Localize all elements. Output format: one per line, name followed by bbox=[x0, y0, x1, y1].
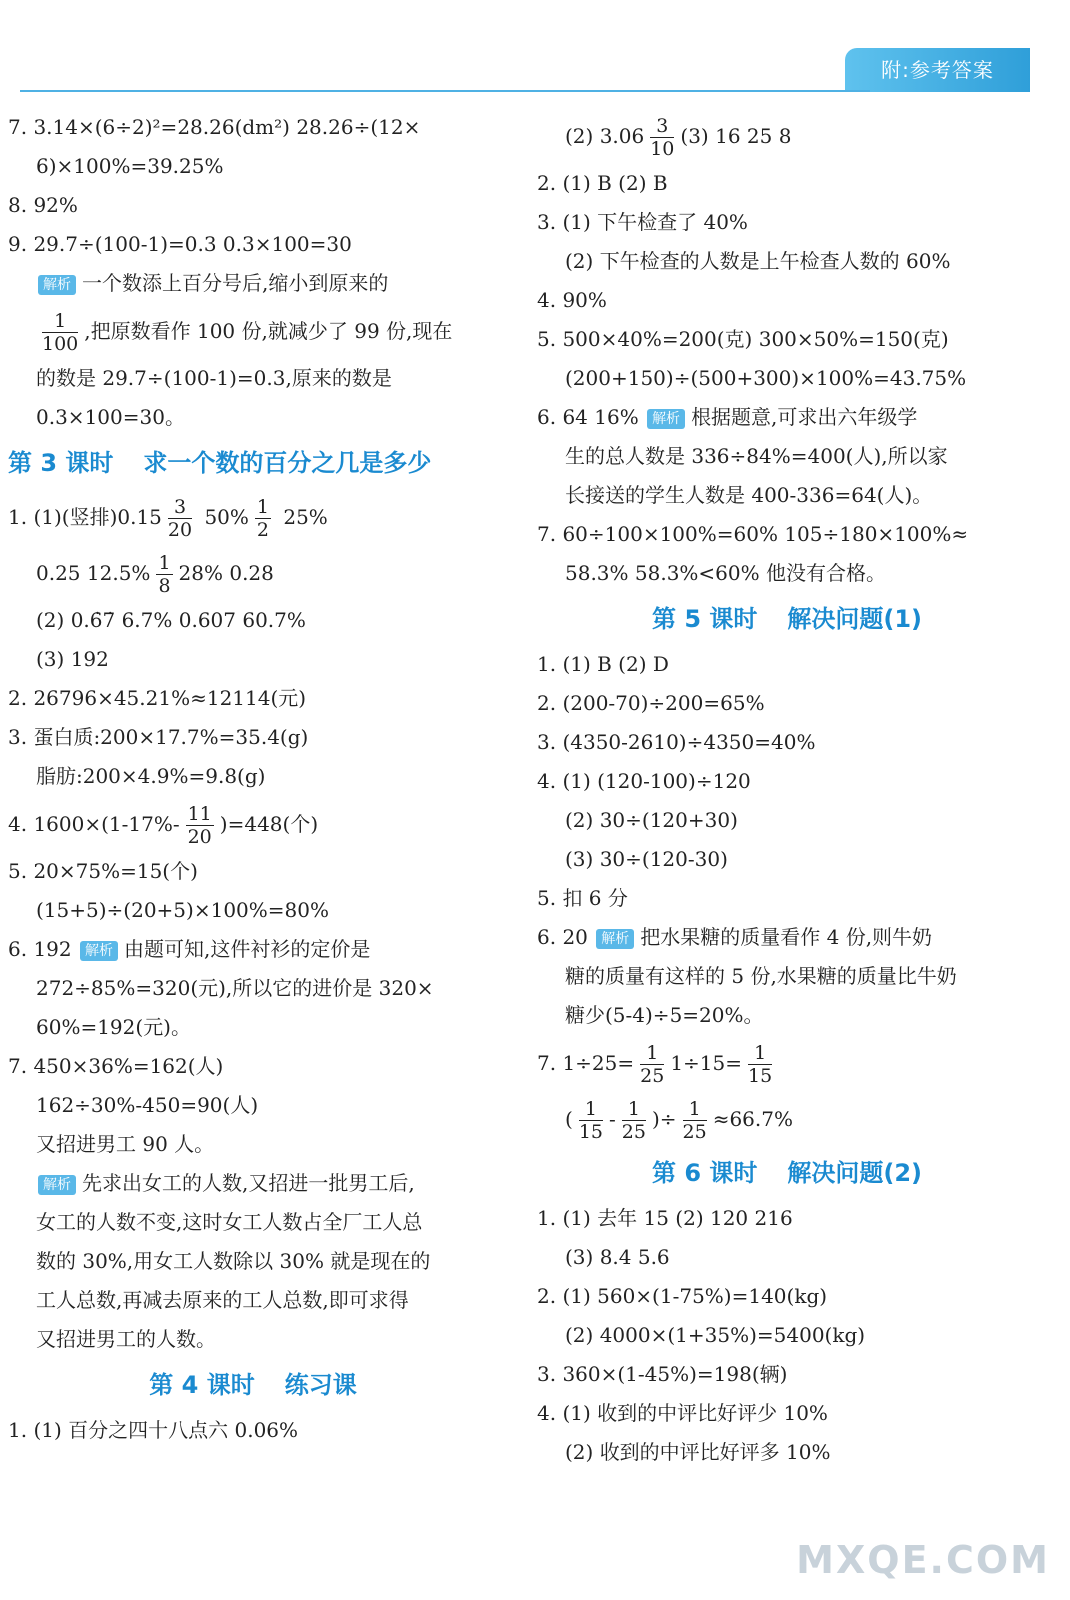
answer-line: 8. 92% bbox=[8, 193, 78, 217]
answer-line: 3. (1) 下午检查了 40% bbox=[537, 210, 748, 234]
answer-line: 1. (1) 百分之四十八点六 0.06% bbox=[8, 1418, 299, 1442]
answer-line: 5. 500×40%=200(克) 300×50%=150(克) bbox=[537, 327, 949, 351]
answer-line: 7. 60÷100×100%=60% 105÷180×100%≈ bbox=[537, 522, 969, 546]
answer-line: (2) 收到的中评比好评多 10% bbox=[565, 1440, 831, 1464]
analysis-line: $\frac{1}{100}$ ,把原数看作 100 份,就减少了 99 份,现在 bbox=[42, 310, 453, 355]
analysis-line: 解析 一个数添上百分号后,缩小到原来的 bbox=[8, 264, 498, 303]
answer-line: 7. 1÷25= $\frac{1}{25}$ 1÷15= $\frac{1}{15}$ bbox=[537, 1042, 773, 1087]
lesson-heading: 第 3 课时 求一个数的百分之几是多少 bbox=[8, 449, 432, 477]
analysis-line: 0.3×100=30。 bbox=[36, 405, 185, 429]
answer-line: (2) 0.6̇7̇ 6.7% 0.607 60.7% bbox=[36, 608, 306, 632]
right-column bbox=[537, 108, 1037, 1472]
answer-line: (2) 4000×(1+35%)=5400(kg) bbox=[565, 1323, 866, 1347]
analysis-line: 解析 先求出女工的人数,又招进一批男工后, bbox=[8, 1164, 498, 1203]
answer-line: 5. 扣 6 分 bbox=[537, 886, 628, 910]
answer-line: 4. (1) 收到的中评比好评少 10% bbox=[537, 1401, 828, 1425]
lesson-heading: 第 5 课时 解决问题(1) bbox=[651, 605, 923, 633]
answer-line: 6. 192 解析 由题可知,这件衬衫的定价是 bbox=[8, 937, 371, 961]
analysis-line: 工人总数,再减去原来的工人总数,即可求得 bbox=[36, 1288, 409, 1312]
answer-line: 2. 26796×45.21%≈12114(元) bbox=[8, 686, 307, 710]
answer-line: (200+150)÷(500+300)×100%=43.75% bbox=[565, 366, 967, 390]
analysis-line: 又招进男工的人数。 bbox=[36, 1327, 216, 1351]
answer-line: 9. 29.7÷(100-1)=0.3 0.3×100=30 bbox=[8, 232, 352, 256]
analysis-line: 272÷85%=320(元),所以它的进价是 320× bbox=[36, 976, 434, 1000]
answer-line: 6. 64 16% 解析 根据题意,可求出六年级学 bbox=[537, 405, 918, 429]
watermark: MXQE.COM bbox=[796, 1538, 1050, 1582]
answer-line: 3. 蛋白质:200×17.7%=35.4(g) bbox=[8, 725, 309, 749]
answer-line: (2) 30÷(120+30) bbox=[565, 808, 738, 832]
analysis-line: 的数是 29.7÷(100-1)=0.3,原来的数是 bbox=[36, 366, 392, 390]
answer-line: (3) 192 bbox=[36, 647, 109, 671]
answer-line: 162÷30%-450=90(人) bbox=[36, 1093, 259, 1117]
analysis-line: 生的总人数是 336÷84%=400(人),所以家 bbox=[565, 444, 948, 468]
answer-line: 7. 450×36%=162(人) bbox=[8, 1054, 224, 1078]
left-column bbox=[8, 108, 498, 1450]
answer-line: 1. (1) B (2) D bbox=[537, 652, 669, 676]
answer-line: 7. 3.14×(6÷2)²=28.26(dm²) 28.26÷(12× bbox=[8, 115, 421, 139]
answer-line: (15+5)÷(20+5)×100%=80% bbox=[36, 898, 329, 922]
answer-line: (2) 3.06 $\frac{3}{10}$ (3) 16 25 8 bbox=[565, 115, 792, 160]
answer-line: 1. (1)(竖排)0.15 $\frac{3}{20}$ 50% $\frac{1}{2}$ 25% bbox=[8, 496, 328, 541]
answer-line: 6. 20 解析 把水果糖的质量看作 4 份,则牛奶 bbox=[537, 925, 933, 949]
answer-line: 2. (1) B (2) B bbox=[537, 171, 668, 195]
answer-line: ( $\frac{1}{15}$ - $\frac{1}{25}$ )÷ $\frac{1}{25}$ ≈66.7% bbox=[565, 1098, 793, 1143]
answer-line: 2. (200-70)÷200=65% bbox=[537, 691, 765, 715]
answer-line: 5. 20×75%=15(个) bbox=[8, 859, 198, 883]
answer-line: 4. (1) (120-100)÷120 bbox=[537, 769, 751, 793]
answer-line: 又招进男工 90 人。 bbox=[36, 1132, 215, 1156]
lesson-heading: 第 4 课时 练习课 bbox=[149, 1371, 357, 1399]
header-rule bbox=[20, 90, 870, 92]
analysis-tag: 解析 bbox=[38, 1175, 76, 1195]
answer-line: (2) 下午检查的人数是上午检查人数的 60% bbox=[565, 249, 951, 273]
analysis-line: 糖少(5-4)÷5=20%。 bbox=[565, 1003, 764, 1027]
fraction: $\frac{1}{100}$ bbox=[42, 310, 79, 355]
answer-section-tab: 附:参考答案 bbox=[845, 48, 1030, 92]
analysis-line: 女工的人数不变,这时女工人数占全厂工人总 bbox=[36, 1210, 423, 1234]
answer-line: 2. (1) 560×(1-75%)=140(kg) bbox=[537, 1284, 828, 1308]
answer-line: 3. 360×(1-45%)=198(辆) bbox=[537, 1362, 788, 1386]
analysis-tag: 解析 bbox=[80, 941, 118, 961]
answer-line: 6)×100%=39.25% bbox=[36, 154, 224, 178]
analysis-line: 60%=192(元)。 bbox=[36, 1015, 191, 1039]
answer-line: (3) 30÷(120-30) bbox=[565, 847, 728, 871]
analysis-line: 数的 30%,用女工人数除以 30% 就是现在的 bbox=[36, 1249, 431, 1273]
answer-line: 脂肪:200×4.9%=9.8(g) bbox=[36, 764, 266, 788]
analysis-tag: 解析 bbox=[38, 275, 76, 295]
answer-line: 0.25 12.5% $\frac{1}{8}$ 28% 0.28 bbox=[36, 552, 274, 597]
analysis-tag: 解析 bbox=[596, 929, 634, 949]
answer-line: 58.3% 58.3%<60% 他没有合格。 bbox=[565, 561, 886, 585]
answer-line: 4. 1600×(1-17%- $\frac{11}{20}$ )=448(个) bbox=[8, 803, 319, 848]
answer-line: 4. 90% bbox=[537, 288, 607, 312]
analysis-tag: 解析 bbox=[647, 409, 685, 429]
answer-line: 1. (1) 去年 15 (2) 120 216 bbox=[537, 1206, 793, 1230]
answer-line: (3) 8.4 5.6 bbox=[565, 1245, 670, 1269]
answer-line: 3. (4350-2610)÷4350=40% bbox=[537, 730, 816, 754]
lesson-heading: 第 6 课时 解决问题(2) bbox=[651, 1159, 923, 1187]
analysis-line: 糖的质量有这样的 5 份,水果糖的质量比牛奶 bbox=[565, 964, 957, 988]
analysis-line: 长接送的学生人数是 400-336=64(人)。 bbox=[565, 483, 933, 507]
